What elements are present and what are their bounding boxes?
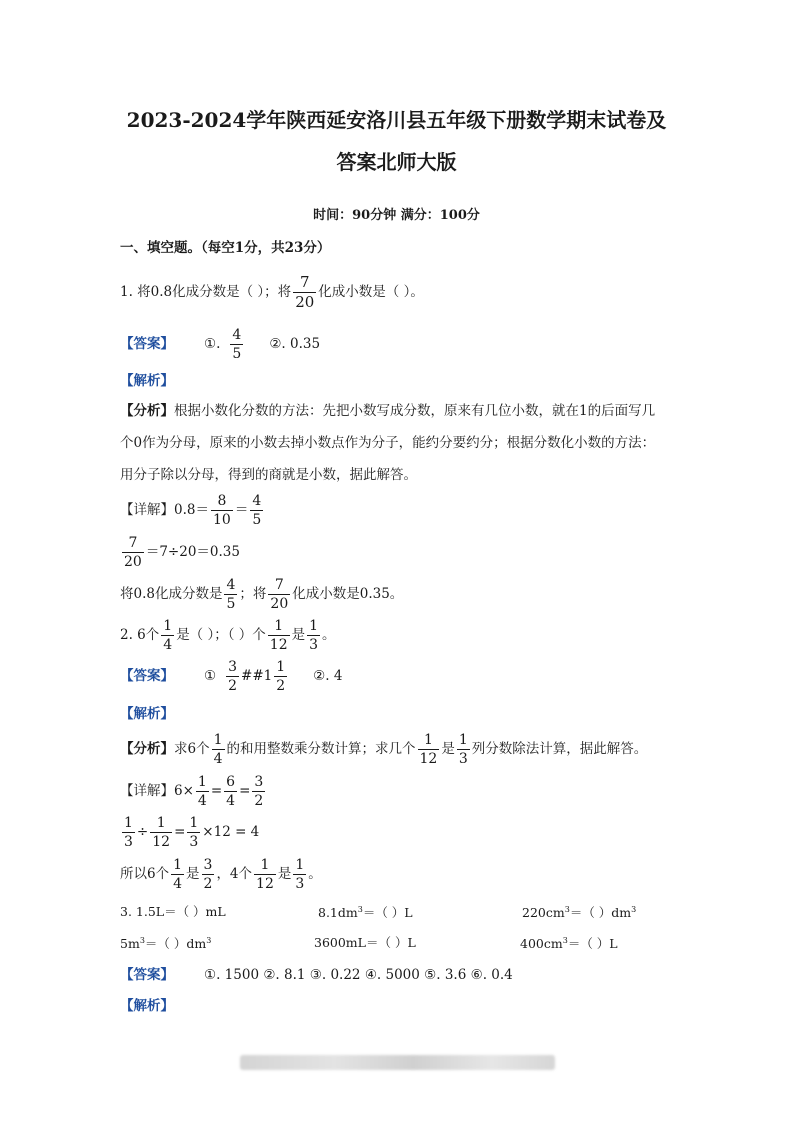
fenxi-text: 根据小数化分数的方法：先把小数写成分数，原来有几位小数，就在1的后面写几 bbox=[174, 403, 656, 419]
analysis-label: 【解析】 bbox=[120, 706, 174, 722]
text: 化成小数是0.35。 bbox=[292, 586, 404, 602]
numerator: 1 bbox=[189, 815, 199, 831]
numerator: 1 bbox=[150, 816, 172, 833]
text: 220cm bbox=[522, 905, 565, 921]
analysis-tag bbox=[120, 1000, 174, 1014]
q3-row1-c bbox=[522, 906, 636, 920]
denominator: 4 bbox=[197, 793, 207, 809]
q1-answer bbox=[120, 328, 320, 361]
fraction bbox=[268, 619, 290, 652]
numerator: 1 bbox=[197, 774, 207, 790]
numerator: 3 bbox=[228, 659, 238, 675]
fraction bbox=[254, 858, 276, 891]
q3-answer bbox=[120, 969, 513, 983]
text: 是 bbox=[277, 866, 292, 882]
fraction bbox=[457, 733, 470, 766]
denominator: 4 bbox=[213, 751, 223, 767]
numerator: 1 bbox=[276, 659, 286, 675]
fenxi-tag: 【分析】 bbox=[120, 403, 174, 419]
question-1 bbox=[120, 275, 424, 310]
numerator: 7 bbox=[268, 578, 290, 595]
q1-conclusion bbox=[120, 578, 403, 611]
text: 是（ ）；（ ）个 bbox=[176, 627, 266, 643]
text: 。 bbox=[308, 866, 322, 882]
answer-part: ① bbox=[204, 668, 217, 684]
section-heading: 一、填空题。（每空1分，共23分） bbox=[120, 240, 331, 256]
fraction bbox=[171, 858, 184, 891]
fraction bbox=[161, 619, 174, 652]
denominator: 2 bbox=[276, 678, 286, 694]
text: ；将 bbox=[239, 586, 267, 602]
numerator: 7 bbox=[122, 536, 144, 553]
numerator: 1 bbox=[254, 858, 276, 875]
fraction bbox=[122, 816, 135, 849]
fraction bbox=[196, 775, 209, 808]
analysis-label: 【解析】 bbox=[120, 998, 174, 1014]
text: ，4个 bbox=[216, 866, 253, 882]
fraction bbox=[202, 858, 215, 891]
answer-tag: 【答案】 bbox=[120, 967, 174, 983]
answer-part: ##1 bbox=[241, 668, 273, 684]
text: 400cm bbox=[520, 936, 563, 952]
q2-conclusion bbox=[120, 858, 322, 891]
text: 将0.8化成分数是 bbox=[120, 586, 223, 602]
fraction bbox=[268, 578, 290, 611]
text: ＝（ ）L bbox=[567, 936, 618, 952]
blurred-footer bbox=[240, 1055, 555, 1070]
superscript: 3 bbox=[562, 936, 568, 945]
expr: ＝7÷20＝0.35 bbox=[145, 544, 240, 560]
fraction bbox=[224, 578, 237, 611]
text: 8.1dm bbox=[318, 905, 358, 921]
text: ＝（ ）L bbox=[362, 905, 413, 921]
q2-answer bbox=[120, 660, 342, 693]
answer-part: ①. bbox=[204, 336, 221, 352]
text: ＝（ ）dm bbox=[144, 936, 207, 952]
q3-row2-c bbox=[520, 937, 618, 951]
text: 2. 6个 bbox=[120, 627, 160, 643]
q1-fenxi-line3: 用分子除以分母，得到的商就是小数，据此解答。 bbox=[120, 467, 417, 483]
numerator: 1 bbox=[124, 815, 133, 831]
fraction bbox=[418, 733, 440, 766]
numerator: 8 bbox=[211, 494, 233, 511]
numerator: 7 bbox=[293, 275, 316, 293]
expr: = bbox=[239, 783, 251, 799]
text: 列分数除法计算，据此解答。 bbox=[471, 741, 648, 757]
numerator: 1 bbox=[295, 857, 305, 873]
answer-tag: 【答案】 bbox=[120, 336, 174, 352]
q1-fenxi-line2: 个0作为分母，原来的小数去掉小数点作为分子，能约分要约分；根据分数化小数的方法： bbox=[120, 435, 656, 451]
fraction bbox=[122, 536, 144, 569]
denominator: 3 bbox=[189, 834, 199, 850]
text: 所以6个 bbox=[120, 866, 170, 882]
text: 5m bbox=[120, 936, 140, 952]
text: 的和用整数乘分数计算；求几个 bbox=[226, 741, 416, 757]
expr: = bbox=[174, 824, 186, 840]
denominator: 4 bbox=[163, 637, 173, 653]
denominator: 12 bbox=[152, 834, 171, 850]
superscript: 3 bbox=[206, 936, 212, 945]
fraction bbox=[187, 816, 200, 849]
numerator: 1 bbox=[268, 619, 290, 636]
denominator: 3 bbox=[309, 637, 319, 653]
fraction bbox=[307, 619, 320, 652]
question-2 bbox=[120, 619, 336, 652]
denominator: 12 bbox=[256, 876, 274, 892]
denominator: 12 bbox=[419, 751, 438, 767]
fraction bbox=[150, 816, 172, 849]
denominator: 20 bbox=[270, 596, 289, 612]
expr: ×12 = 4 bbox=[202, 824, 260, 840]
q3-row1-b bbox=[318, 906, 413, 920]
denominator: 10 bbox=[212, 512, 231, 528]
analysis-label: 【解析】 bbox=[120, 373, 174, 389]
analysis-tag bbox=[120, 375, 174, 389]
numerator: 1 bbox=[418, 733, 440, 750]
q1-text-a: 1. 将0.8化成分数是（ ）；将 bbox=[120, 284, 292, 300]
fenxi-tag: 【分析】 bbox=[120, 741, 174, 757]
fraction bbox=[211, 494, 233, 527]
doc-title-line2: 答案北师大版 bbox=[336, 150, 457, 174]
denominator: 3 bbox=[124, 834, 133, 850]
denominator: 5 bbox=[252, 512, 262, 528]
numerator: 1 bbox=[163, 618, 173, 634]
numerator: 3 bbox=[203, 857, 213, 873]
denominator: 2 bbox=[228, 678, 238, 694]
answer-part: ②. 0.35 bbox=[269, 336, 321, 352]
superscript: 3 bbox=[357, 905, 363, 914]
denominator: 12 bbox=[269, 637, 288, 653]
numerator: 4 bbox=[232, 327, 242, 343]
answer-tag: 【答案】 bbox=[120, 668, 174, 684]
q3-row1-a: 3. 1.5L＝（ ）mL bbox=[120, 904, 226, 919]
denominator: 2 bbox=[254, 793, 264, 809]
numerator: 1 bbox=[458, 732, 468, 748]
expr: ÷ bbox=[136, 824, 149, 840]
doc-title-line1: 2023-2024学年陕西延安洛川县五年级下册数学期末试卷及 bbox=[126, 108, 667, 132]
denominator: 20 bbox=[124, 554, 142, 570]
numerator: 1 bbox=[173, 857, 183, 873]
q1-text-b: 化成小数是（ ）。 bbox=[318, 284, 424, 300]
superscript: 3 bbox=[631, 905, 637, 914]
detail-tag: 【详解】 bbox=[120, 502, 174, 518]
fraction bbox=[224, 775, 237, 808]
superscript: 3 bbox=[564, 905, 570, 914]
analysis-tag bbox=[120, 708, 174, 722]
fraction bbox=[293, 275, 316, 310]
q2-detail-1 bbox=[120, 775, 267, 808]
q1-detail-2 bbox=[120, 536, 240, 569]
numerator: 4 bbox=[252, 493, 262, 509]
denominator: 3 bbox=[458, 751, 468, 767]
text: 。 bbox=[322, 627, 336, 643]
denominator: 20 bbox=[295, 293, 315, 311]
text: 求6个 bbox=[174, 741, 210, 757]
expr: 0.8＝ bbox=[174, 502, 209, 518]
denominator: 5 bbox=[226, 596, 236, 612]
expr: 6× bbox=[174, 783, 194, 799]
detail-tag: 【详解】 bbox=[120, 783, 174, 799]
answer-part: ②. 4 bbox=[313, 668, 343, 684]
answer-values: ①. 1500 ②. 8.1 ③. 0.22 ④. 5000 ⑤. 3.6 ⑥. 0.4 bbox=[204, 967, 513, 983]
q2-fenxi bbox=[120, 733, 647, 766]
expr: ＝ bbox=[234, 502, 249, 518]
q1-detail-1 bbox=[120, 494, 265, 527]
denominator: 3 bbox=[295, 876, 305, 892]
expr: = bbox=[210, 783, 223, 799]
numerator: 4 bbox=[226, 577, 236, 593]
numerator: 3 bbox=[254, 774, 264, 790]
fraction bbox=[212, 733, 225, 766]
fraction bbox=[230, 328, 243, 361]
fraction bbox=[293, 858, 306, 891]
q3-row2-a bbox=[120, 937, 211, 951]
q3-row2-b: 3600mL＝（ ）L bbox=[314, 935, 416, 950]
q1-fenxi-line1 bbox=[120, 405, 655, 419]
denominator: 4 bbox=[226, 793, 236, 809]
q2-detail-2 bbox=[120, 816, 259, 849]
numerator: 1 bbox=[213, 732, 223, 748]
superscript: 3 bbox=[139, 936, 145, 945]
fraction bbox=[274, 660, 287, 693]
text: 是 bbox=[441, 741, 455, 757]
text: ＝（ ）dm bbox=[569, 905, 632, 921]
text: 是 bbox=[291, 627, 306, 643]
numerator: 6 bbox=[226, 774, 236, 790]
fraction bbox=[252, 775, 265, 808]
exam-meta: 时间：90分钟 满分：100分 bbox=[313, 208, 480, 223]
text: 是 bbox=[186, 866, 200, 882]
denominator: 4 bbox=[173, 876, 183, 892]
denominator: 5 bbox=[232, 346, 242, 362]
fraction bbox=[226, 660, 239, 693]
fraction bbox=[250, 494, 263, 527]
denominator: 2 bbox=[203, 876, 213, 892]
numerator: 1 bbox=[309, 618, 319, 634]
